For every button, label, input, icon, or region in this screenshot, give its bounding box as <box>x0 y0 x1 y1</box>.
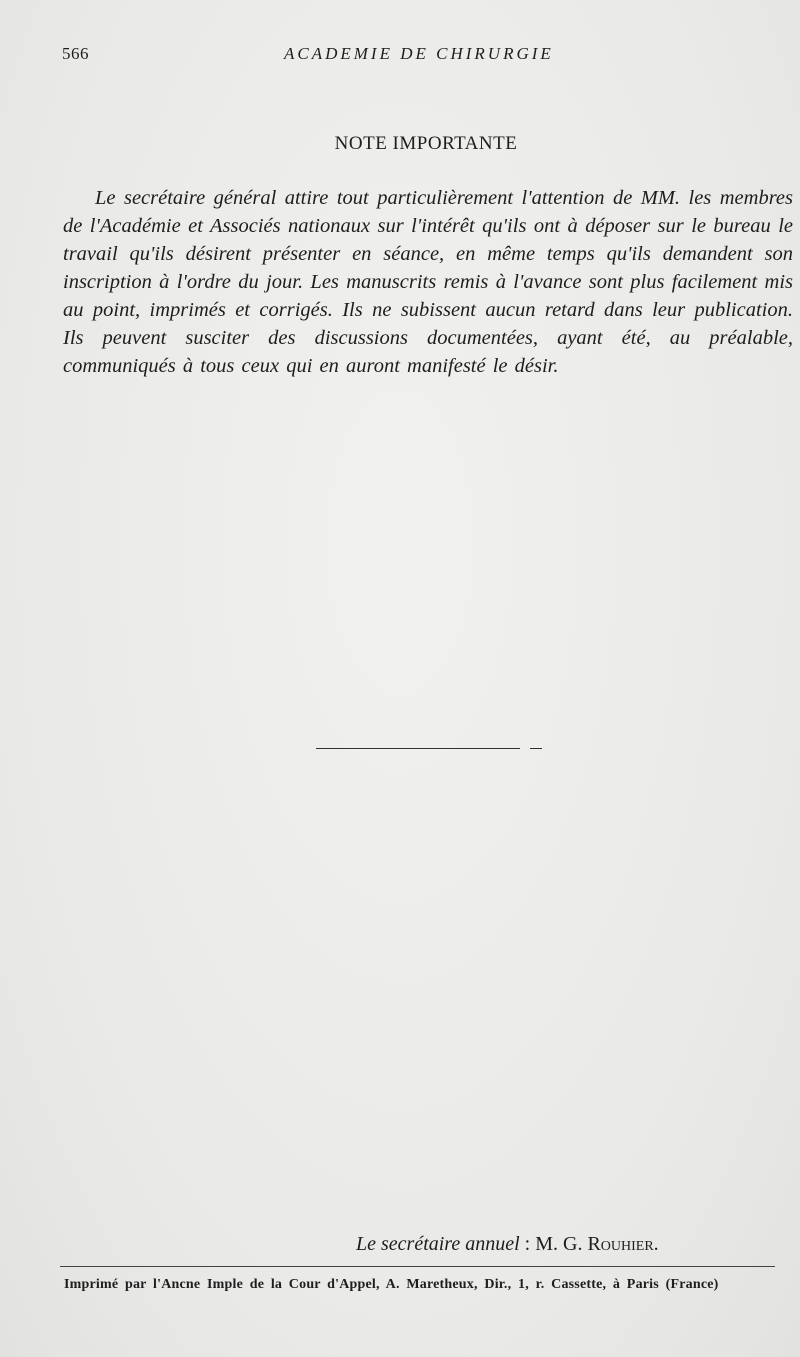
printer-imprint: Imprimé par l'Ancne Imple de la Cour d'Appel, A. Maretheux, Dir., 1, r. Cassette, à Paris (France) <box>64 1277 719 1292</box>
note-title: NOTE IMPORTANTE <box>334 133 518 154</box>
running-title: ACADEMIE DE CHIRURGIE <box>284 44 554 63</box>
signature-separator: : <box>519 1233 536 1255</box>
signature-label: Le secrétaire annuel <box>356 1233 520 1255</box>
signature-line <box>356 1233 659 1256</box>
footer-divider <box>60 1266 775 1267</box>
signature-name: M. G. Rouhier. <box>535 1233 659 1255</box>
section-divider <box>316 748 520 749</box>
note-body: Le secrétaire général attire tout particulièrement l'attention de MM. les membres de l'Académie et Associés nationaux sur l'intérêt qu'ils ont à déposer sur le bureau le travail qu'ils désirent présenter en séance, en même temps qu'ils demandent son inscription à l'ordre du jour. Les manuscrits remis à l'avance sont plus facilement mis au point, imprimés et corrigés. Ils ne subissent aucun retard dans leur publication. Ils peuvent susciter des discussions documentées, ayant été, au préalable, communiqués à tous ceux qui en auront manifesté le désir. <box>63 187 793 377</box>
section-divider-dash <box>530 748 542 749</box>
page-number: 566 <box>62 44 89 63</box>
page-header <box>62 44 762 68</box>
